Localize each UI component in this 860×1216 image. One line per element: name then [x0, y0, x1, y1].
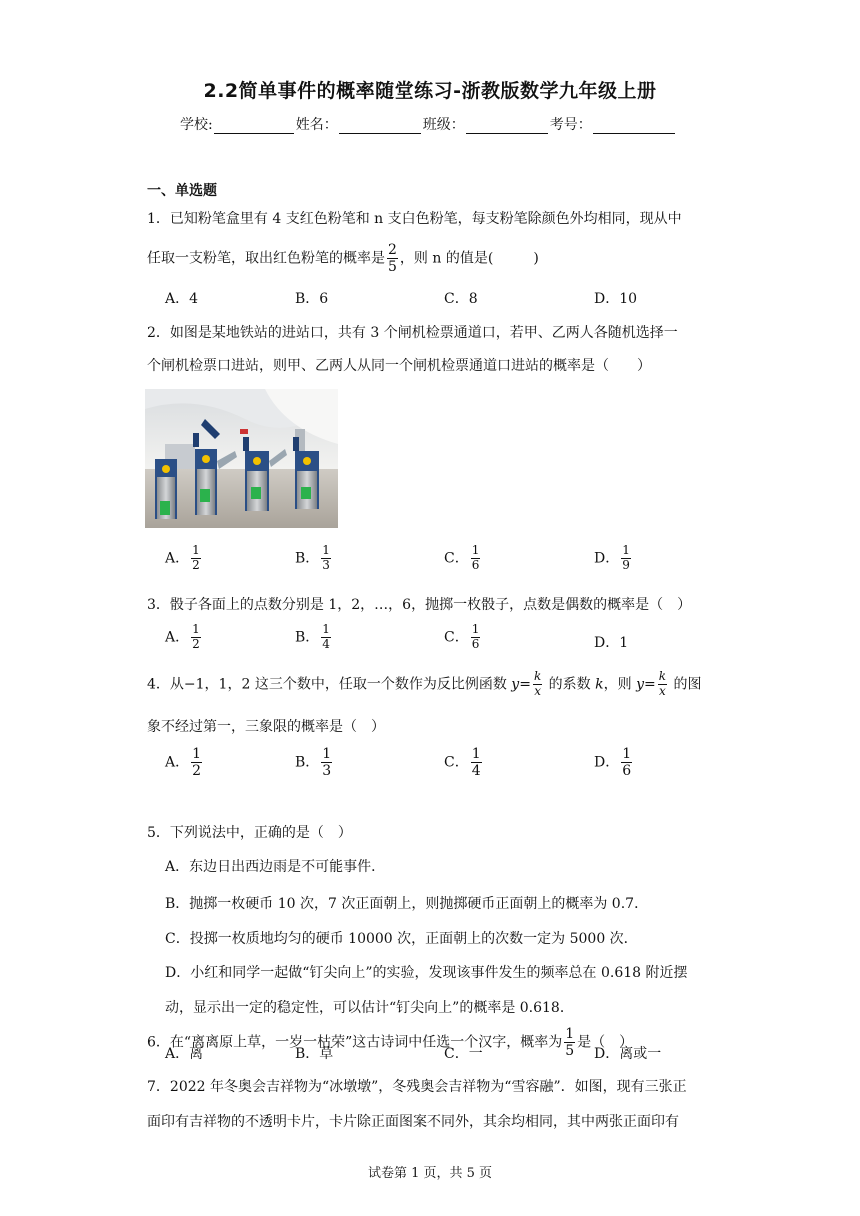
q2-option-c: C． $\frac{1}{6}$	[444, 543, 480, 572]
q5-line1: 5．下列说法中，正确的是（ ）	[147, 825, 352, 841]
q6-line1: 6．在“离离原上草，一岁一枯荣”这古诗词中任选一个汉字，概率为 $\frac{1}{5}$ 是（ ）	[147, 1026, 634, 1060]
q3-option-d: D．1	[594, 635, 629, 651]
q3-line1: 3．骰子各面上的点数分别是 1，2，…，6，抛掷一枚骰子，点数是偶数的概率是（ ）	[147, 597, 692, 613]
q5-option-d-line2: 动，显示出一定的稳定性，可以估计“钉尖向上”的概率是 0.618．	[165, 1000, 574, 1016]
q2-option-d: D． $\frac{1}{9}$	[594, 543, 630, 572]
q5-option-a: A．东边日出西边雨是不可能事件．	[165, 859, 386, 875]
exam-no-blank	[593, 119, 675, 134]
q4-option-c: C． $\frac{1}{4}$	[444, 746, 481, 780]
exam-no-label: 考号：	[549, 117, 592, 133]
section-heading: 一、单选题	[147, 183, 217, 199]
class-label: 班级：	[422, 117, 465, 133]
subway-gate-photo	[145, 389, 338, 528]
q6-option-b: B．草	[295, 1046, 334, 1062]
q5-option-c: C．投掷一枚质地均匀的硬币 10000 次，正面朝上的次数一定为 5000 次．	[165, 931, 638, 947]
q2-option-b: B． $\frac{1}{3}$	[295, 543, 330, 572]
q1-option-d: D．10	[594, 291, 638, 307]
q1-fraction	[387, 242, 398, 275]
q2-line2: 个闸机检票口进站，则甲、乙两人从同一个闸机检票通道口进站的概率是（ ）	[147, 358, 651, 374]
q1-line1: 1．已知粉笔盒里有 4 支红色粉笔和 n 支白色粉笔，每支粉笔除颜色外均相同，现从中	[147, 211, 682, 227]
name-label: 姓名：	[295, 117, 338, 133]
q3-option-a: A． $\frac{1}{2}$	[165, 622, 200, 651]
q1-option-b: B．6	[295, 291, 329, 307]
q4-line1: 4．从−1，1，2 这三个数中，任取一个数作为反比例函数 y= $\frac{k}{x}$ 的系数 k，则 y= $\frac{k}{x}$ 的图	[147, 669, 702, 698]
q3-option-b: B． $\frac{1}{4}$	[295, 622, 330, 651]
name-blank	[339, 119, 421, 134]
q1-option-c: C．8	[444, 291, 478, 307]
q1-line2	[147, 242, 539, 275]
q1-text-b: ，则 n 的值是(	[399, 250, 494, 267]
q4-option-a: A． $\frac{1}{2}$	[165, 746, 202, 780]
q4-line2: 象不经过第一，三象限的概率是（ ）	[147, 719, 385, 735]
q7-line1: 7．2022 年冬奥会吉祥物为“冰墩墩”，冬残奥会吉祥物为“雪容融”．如图，现有三张正	[147, 1079, 687, 1095]
class-blank	[466, 119, 548, 134]
q6-option-a: A．离	[165, 1046, 204, 1062]
student-info-line	[180, 114, 677, 134]
q5-option-d-line1: D．小红和同学一起做“钉尖向上”的实验，发现该事件发生的频率总在 0.618 附近摆	[165, 965, 688, 981]
q1-text-c: )	[533, 250, 539, 267]
q4-option-b: B． $\frac{1}{3}$	[295, 746, 332, 780]
q2-option-a: A． $\frac{1}{2}$	[165, 543, 200, 572]
document-title: 2.2简单事件的概率随堂练习-浙教版数学九年级上册	[203, 80, 657, 102]
q2-line1: 2．如图是某地铁站的进站口，共有 3 个闸机检票通道口，若甲、乙两人各随机选择一	[147, 325, 678, 341]
q5-option-b: B．抛掷一枚硬币 10 次，7 次正面朝上，则抛掷硬币正面朝上的概率为 0.7．	[165, 896, 649, 912]
q6-option-c: C．一	[444, 1046, 483, 1062]
school-label: 学校:	[180, 117, 213, 133]
q1-fraction-num: 2	[388, 242, 397, 258]
q3-option-c: C． $\frac{1}{6}$	[444, 622, 480, 651]
page-footer: 试卷第 1 页，共 5 页	[367, 1166, 493, 1181]
q1-fraction-den: 5	[388, 259, 397, 276]
q7-line2: 面印有吉祥物的不透明卡片，卡片除正面图案不同外，其余均相同，其中两张正面印有	[147, 1114, 679, 1130]
q6-option-d: D．离或一	[594, 1046, 662, 1062]
q1-option-a: A．4	[165, 291, 199, 307]
q1-text-a: 任取一支粉笔，取出红色粉笔的概率是	[147, 250, 385, 267]
q4-option-d: D． $\frac{1}{6}$	[594, 746, 632, 780]
school-blank	[214, 119, 294, 134]
